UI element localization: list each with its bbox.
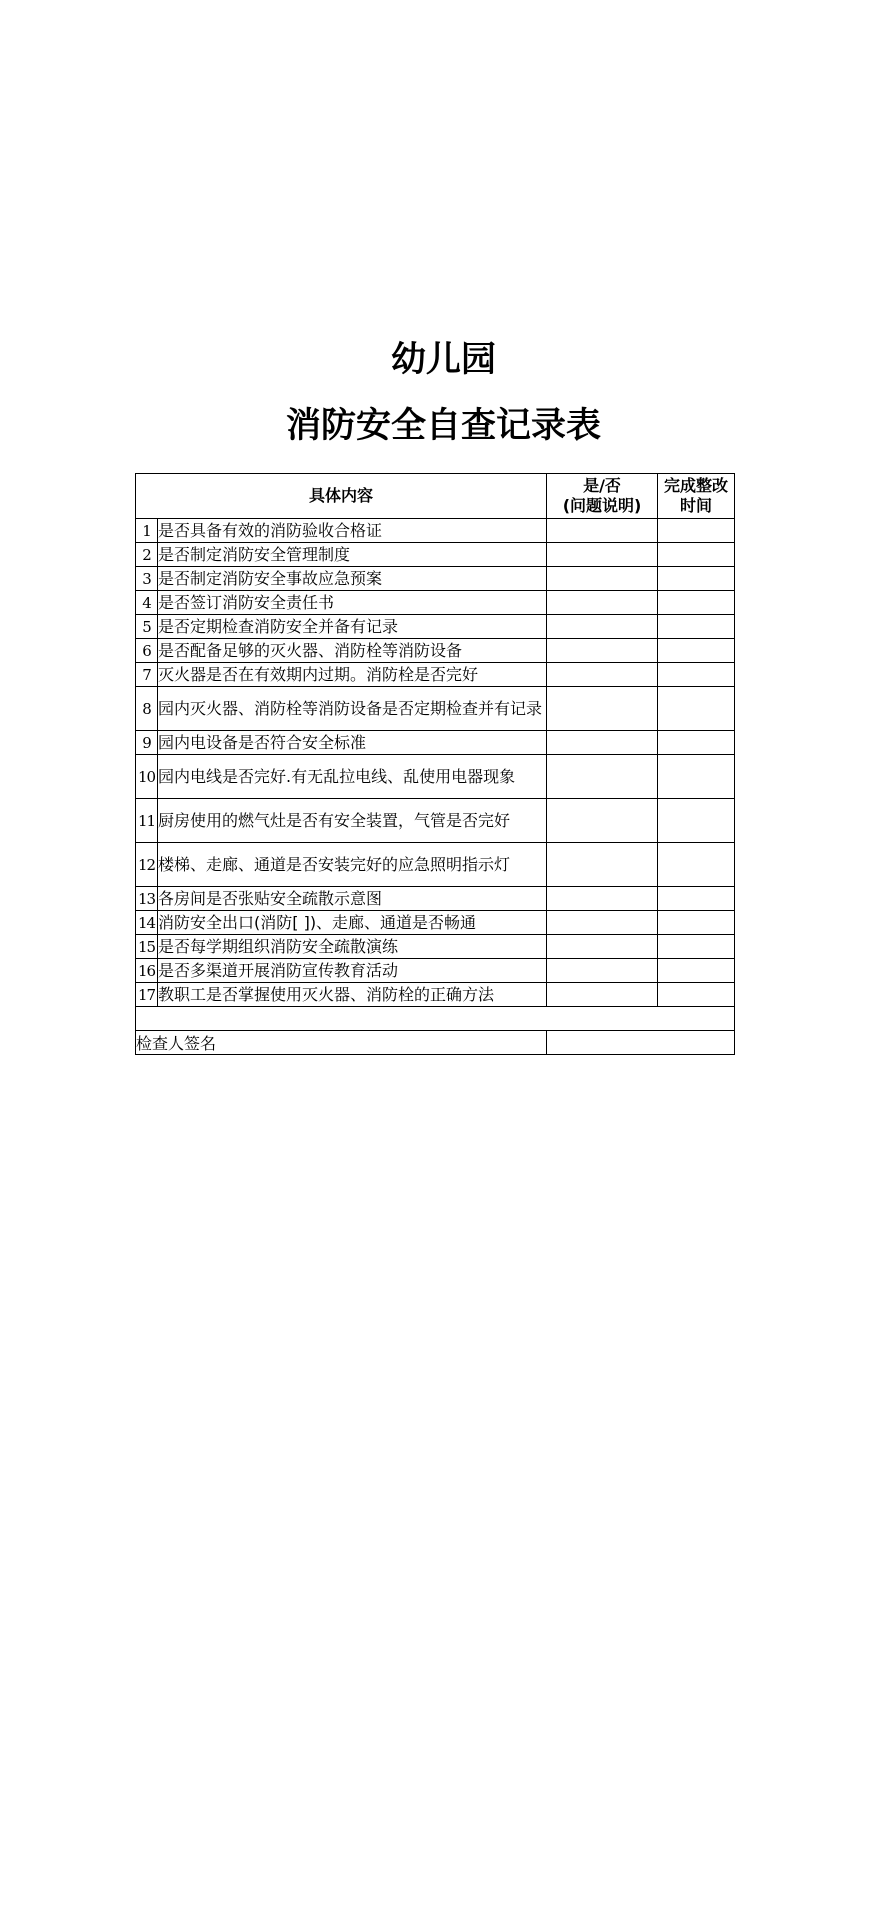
table-row: [136, 687, 735, 731]
yes-no-cell[interactable]: [547, 543, 658, 567]
yes-no-cell[interactable]: [547, 887, 658, 911]
yes-no-cell[interactable]: [547, 959, 658, 983]
row-number: 2: [136, 543, 158, 567]
row-item: 楼梯、走廊、通道是否安装完好的应急照明指示灯: [158, 843, 547, 887]
row-item: 灭火器是否在有效期内过期。消防栓是否完好: [158, 663, 547, 687]
blank-cell[interactable]: [136, 1007, 735, 1031]
table-row: [136, 911, 735, 935]
row-number: 10: [136, 755, 158, 799]
row-number: 1: [136, 519, 158, 543]
row-number: 6: [136, 639, 158, 663]
yes-no-cell[interactable]: [547, 911, 658, 935]
yes-no-cell[interactable]: [547, 519, 658, 543]
row-number: 3: [136, 567, 158, 591]
title-kindergarten: 幼儿园: [390, 340, 496, 380]
yes-no-cell[interactable]: [547, 663, 658, 687]
table-row: [136, 843, 735, 887]
table-row: [136, 591, 735, 615]
row-item: 园内电线是否完好.有无乱拉电线、乱使用电器现象: [158, 755, 547, 799]
row-number: 8: [136, 687, 158, 731]
yes-no-cell[interactable]: [547, 799, 658, 843]
table-row: [136, 755, 735, 799]
table-row: [136, 663, 735, 687]
row-number: 7: [136, 663, 158, 687]
header-rectify-line1: 完成整改: [664, 476, 729, 495]
table-row: [136, 543, 735, 567]
rectify-time-cell[interactable]: [658, 935, 735, 959]
table-row: [136, 639, 735, 663]
row-number: 13: [136, 887, 158, 911]
rectify-time-cell[interactable]: [658, 887, 735, 911]
row-number: 16: [136, 959, 158, 983]
table-row: [136, 959, 735, 983]
table-row: [136, 731, 735, 755]
row-item: 园内灭火器、消防栓等消防设备是否定期检查并有记录: [158, 687, 547, 731]
rectify-time-cell[interactable]: [658, 755, 735, 799]
row-number: 17: [136, 983, 158, 1007]
row-item: 是否制定消防安全管理制度: [158, 543, 547, 567]
table-row: [136, 887, 735, 911]
table-row: [136, 799, 735, 843]
checklist-table: [135, 473, 735, 1055]
yes-no-cell[interactable]: [547, 935, 658, 959]
table-row: [136, 935, 735, 959]
row-item: 厨房使用的燃气灶是否有安全装置，气管是否完好: [158, 799, 547, 843]
rectify-time-cell[interactable]: [658, 911, 735, 935]
rectify-time-cell[interactable]: [658, 591, 735, 615]
rectify-time-cell[interactable]: [658, 983, 735, 1007]
row-number: 9: [136, 731, 158, 755]
table-row: [136, 519, 735, 543]
rectify-time-cell[interactable]: [658, 731, 735, 755]
row-item: 是否每学期组织消防安全疏散演练: [158, 935, 547, 959]
row-number: 12: [136, 843, 158, 887]
row-item: 是否多渠道开展消防宣传教育活动: [158, 959, 547, 983]
table-row: [136, 983, 735, 1007]
rectify-time-cell[interactable]: [658, 543, 735, 567]
yes-no-cell[interactable]: [547, 639, 658, 663]
yes-no-cell[interactable]: [547, 687, 658, 731]
header-yes-no: [547, 474, 658, 519]
rectify-time-cell[interactable]: [658, 519, 735, 543]
row-number: 5: [136, 615, 158, 639]
rectify-time-cell[interactable]: [658, 639, 735, 663]
row-number: 14: [136, 911, 158, 935]
rectify-time-cell[interactable]: [658, 567, 735, 591]
rectify-time-cell[interactable]: [658, 843, 735, 887]
row-item: 各房间是否张贴安全疏散示意图: [158, 887, 547, 911]
yes-no-cell[interactable]: [547, 983, 658, 1007]
table-row: [136, 567, 735, 591]
header-yes-no-line1: 是/否: [583, 476, 621, 495]
row-item: 园内电设备是否符合安全标准: [158, 731, 547, 755]
title-form-name: 消防安全自查记录表: [285, 406, 601, 446]
header-rectify-time: [658, 474, 735, 519]
header-row: [136, 474, 735, 519]
signature-label: 检查人签名: [136, 1031, 547, 1055]
yes-no-cell[interactable]: [547, 755, 658, 799]
row-number: 15: [136, 935, 158, 959]
yes-no-cell[interactable]: [547, 615, 658, 639]
row-item: 消防安全出口(消防[ ])、走廊、通道是否畅通: [158, 911, 547, 935]
row-number: 4: [136, 591, 158, 615]
table-row: [136, 615, 735, 639]
header-rectify-line2: 时间: [680, 496, 713, 515]
rectify-time-cell[interactable]: [658, 663, 735, 687]
rectify-time-cell[interactable]: [658, 799, 735, 843]
row-item: 教职工是否掌握使用灭火器、消防栓的正确方法: [158, 983, 547, 1007]
rectify-time-cell[interactable]: [658, 959, 735, 983]
rectify-time-cell[interactable]: [658, 687, 735, 731]
blank-row: [136, 1007, 735, 1031]
yes-no-cell[interactable]: [547, 731, 658, 755]
yes-no-cell[interactable]: [547, 843, 658, 887]
signature-field[interactable]: [547, 1031, 735, 1055]
header-content: 具体内容: [136, 474, 547, 519]
row-item: 是否具备有效的消防验收合格证: [158, 519, 547, 543]
row-item: 是否配备足够的灭火器、消防栓等消防设备: [158, 639, 547, 663]
header-yes-no-line2: (问题说明): [562, 496, 642, 515]
row-item: 是否定期检查消防安全并备有记录: [158, 615, 547, 639]
rectify-time-cell[interactable]: [658, 615, 735, 639]
yes-no-cell[interactable]: [547, 591, 658, 615]
yes-no-cell[interactable]: [547, 567, 658, 591]
signature-row: [136, 1031, 735, 1055]
row-item: 是否签订消防安全责任书: [158, 591, 547, 615]
row-item: 是否制定消防安全事故应急预案: [158, 567, 547, 591]
row-number: 11: [136, 799, 158, 843]
